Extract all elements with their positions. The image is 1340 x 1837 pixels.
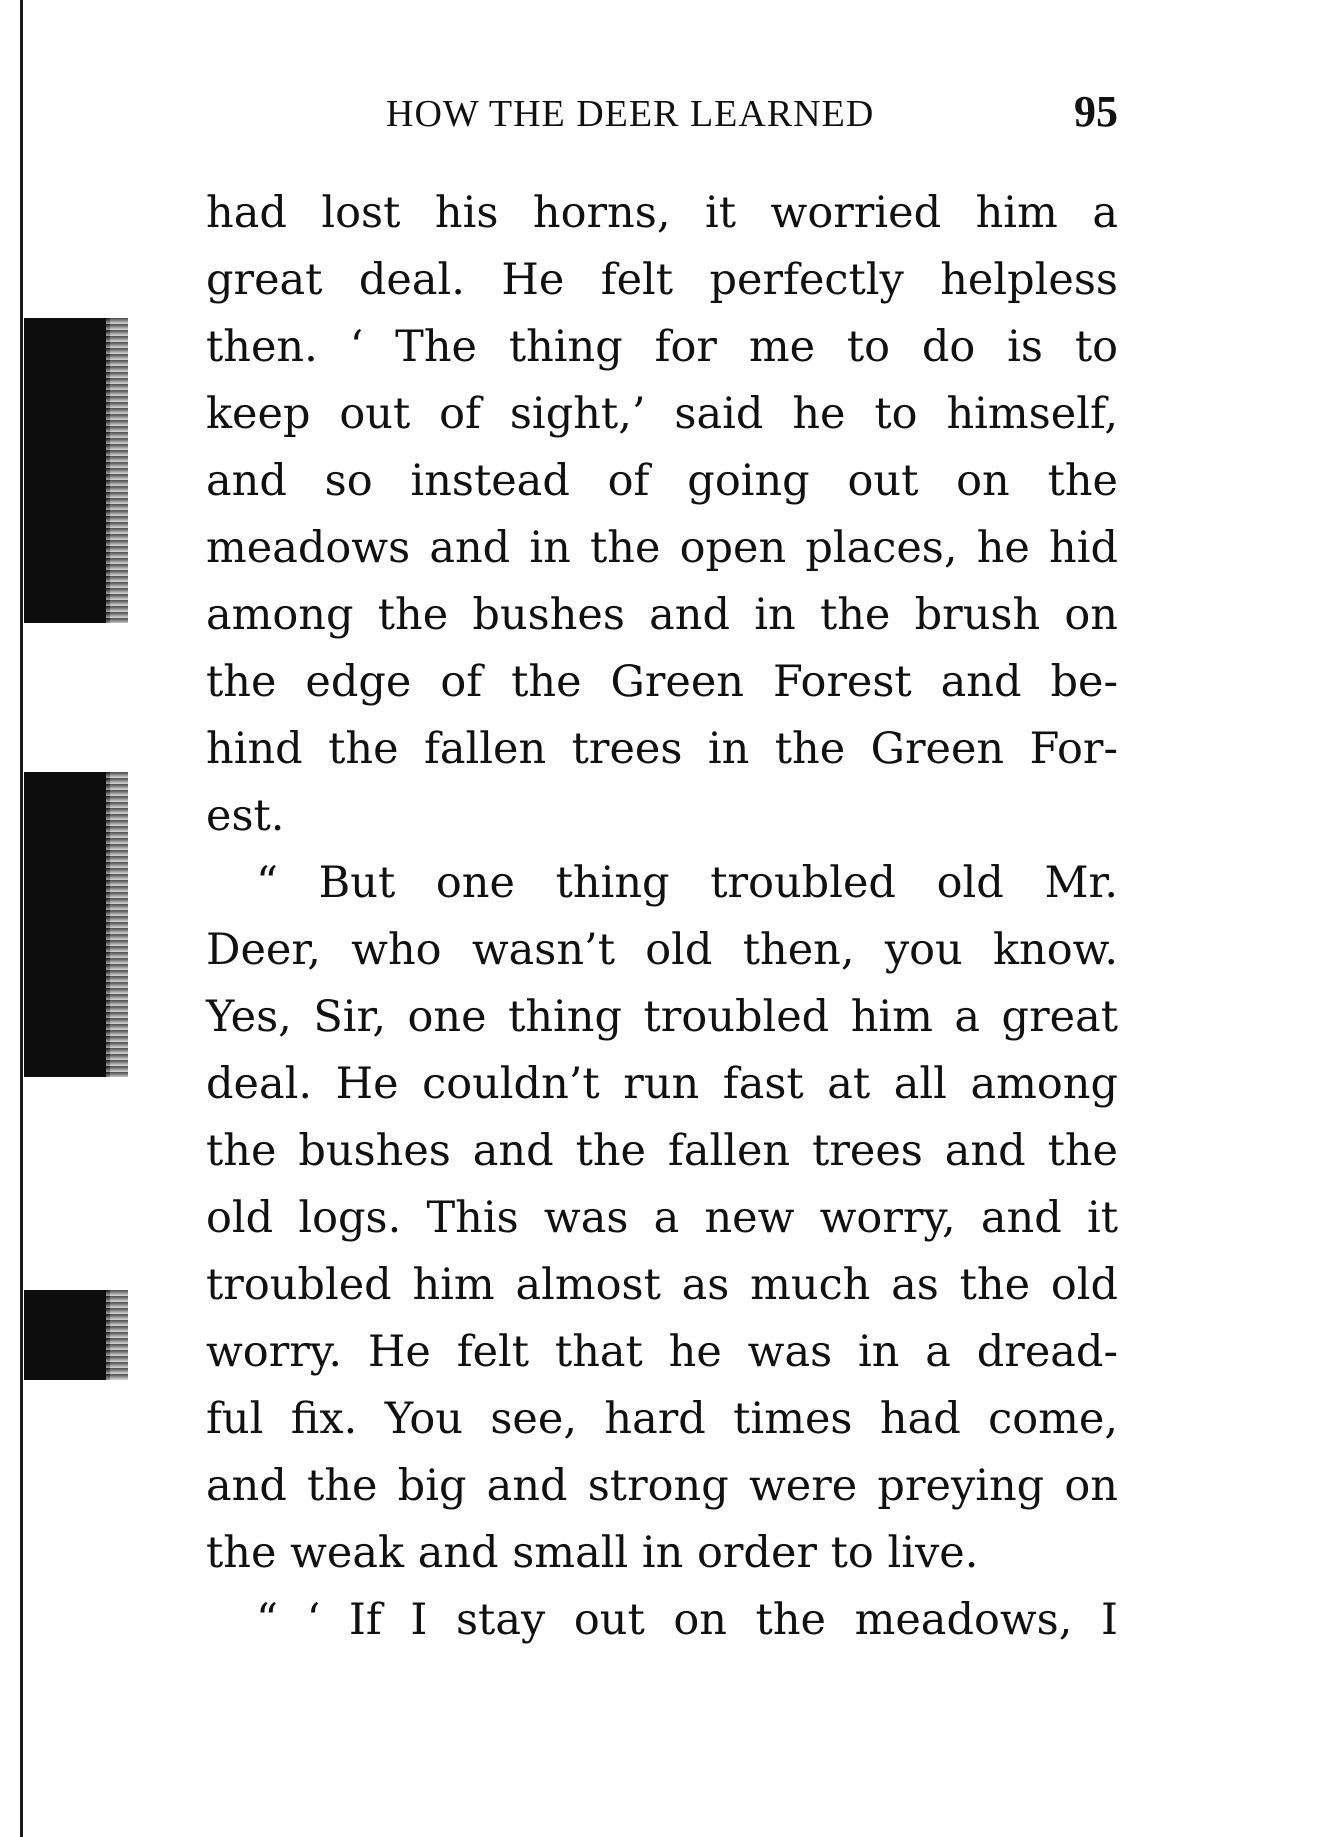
text-line: meadows and in the open places, he hid xyxy=(206,523,1118,573)
text-line: the weak and small in order to live. xyxy=(206,1528,979,1578)
scan-shadow-mark xyxy=(24,318,110,623)
text-line: “ But one thing troubled old Mr. xyxy=(256,858,1118,908)
text-line: and so instead of going out on the xyxy=(206,456,1118,506)
text-line: est. xyxy=(206,791,285,841)
text-line: keep out of sight,’ said he to himself, xyxy=(206,389,1118,439)
text-line: “ ‘ If I stay out on the meadows, I xyxy=(256,1595,1118,1645)
binding-edge xyxy=(20,0,23,1837)
page-number: 95 xyxy=(1074,87,1118,136)
text-line: had lost his horns, it worried him a xyxy=(206,188,1118,238)
text-line: worry. He felt that he was in a dread- xyxy=(206,1327,1118,1377)
text-line: and the big and strong were preying on xyxy=(206,1461,1118,1511)
text-line: the edge of the Green Forest and be- xyxy=(206,657,1118,707)
text-line: troubled him almost as much as the old xyxy=(206,1260,1118,1310)
text-line: ful fix. You see, hard times had come, xyxy=(206,1394,1118,1444)
text-line: among the bushes and in the brush on xyxy=(206,590,1118,640)
text-line: deal. He couldn’t run fast at all among xyxy=(206,1059,1118,1109)
body-text xyxy=(206,180,1118,1654)
text-line: hind the fallen trees in the Green For- xyxy=(206,724,1118,774)
text-line: old logs. This was a new worry, and it xyxy=(206,1193,1118,1243)
page-header xyxy=(206,86,1118,138)
running-head: HOW THE DEER LEARNED xyxy=(386,93,875,135)
text-line: Deer, who wasn’t old then, you know. xyxy=(206,925,1118,975)
text-line: Yes, Sir, one thing troubled him a great xyxy=(206,992,1118,1042)
text-line: then. ‘ The thing for me to do is to xyxy=(206,322,1118,372)
scan-shadow-mark xyxy=(24,772,110,1077)
text-line: the bushes and the fallen trees and the xyxy=(206,1126,1118,1176)
scan-shadow-mark xyxy=(24,1290,110,1380)
text-line: great deal. He felt perfectly helpless xyxy=(206,255,1118,305)
